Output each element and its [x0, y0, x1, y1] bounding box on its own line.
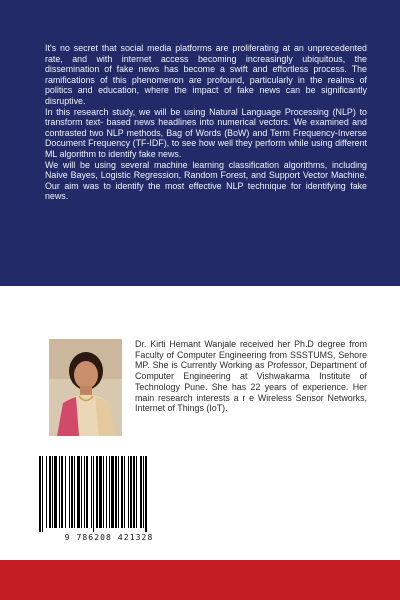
- book-blurb: [45, 43, 367, 202]
- bottom-color-band: [0, 560, 400, 600]
- barcode-digits: 9 786208 421328: [64, 533, 154, 542]
- barcode-bars: [37, 456, 181, 532]
- blurb-paragraph: It's no secret that social media platforms are proliferating at an unprecedented rate, and with internet access becoming increasingly ubiquitous, the dissemination of fake news has become a swift and effortless process. The ramifications of this phenomenon are profound, particularly in the realms of politics and education, where the impact of fake news can be significantly disruptive.: [45, 43, 367, 106]
- blurb-paragraph: We will be using several machine learning classification algorithms, including Naive Bayes, Logistic Regression, Random Forest, and Support Vector Machine. Our aim was to identify the most effective NLP technique for identifying fake news.: [45, 159, 367, 202]
- author-bio: Dr. Kirti Hemant Wanjale received her Ph.D degree from Faculty of Computer Engineering from SSSTUMS, Sehore MP. She is Currently Working as Professor, Department of Computer Engineering at Vishwakarma Institute of Technology Pune. She has 22 years of experience. Her main research interests a r e Wireless Sensor Networks, Internet of Things (IoT).: [135, 339, 367, 414]
- back-cover-top-panel: [0, 0, 400, 286]
- blurb-paragraph: In this research study, we will be using Natural Language Processing (NLP) to transform text- based news headlines into numerical vectors. We examined and contrasted two NLP methods, Bag of Words (BoW) and Term Frequency-Inverse Document Frequency (TF-IDF), to see how well they perform while using different ML algorithm to identify fake news.: [45, 106, 367, 159]
- isbn-barcode: [37, 456, 181, 545]
- author-photo: [49, 339, 122, 436]
